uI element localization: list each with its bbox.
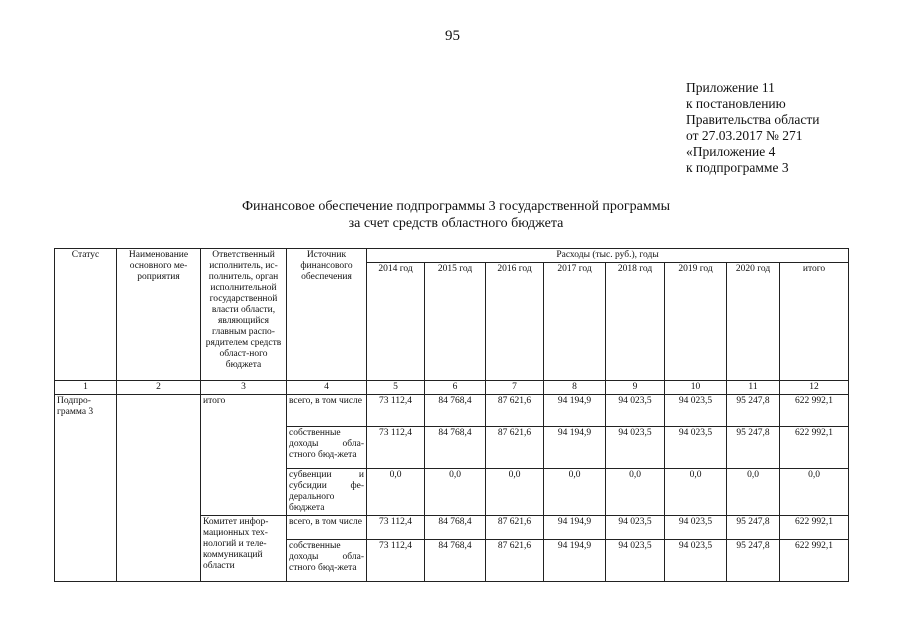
column-number: 1 <box>55 381 117 395</box>
value-cell: 0,0 <box>727 469 780 516</box>
value-cell: 87 621,6 <box>486 427 544 469</box>
value-cell: 94 023,5 <box>606 516 665 540</box>
status-cell: Подпро-грамма 3 <box>55 395 117 582</box>
header-executor: Ответственный исполнитель, ис-полнитель, орган исполнительной государственной власти области, являющийся главным распо-рядителем средств област-ного бюджета <box>201 249 287 381</box>
executor-cell: итого <box>201 395 287 516</box>
header-year: 2018 год <box>606 263 665 381</box>
table-row <box>55 395 849 427</box>
appendix-line: от 27.03.2017 № 271 <box>686 128 803 143</box>
source-cell: собственные доходы обла-стного бюд-жета <box>287 540 367 582</box>
value-cell: 0,0 <box>544 469 606 516</box>
value-cell: 87 621,6 <box>486 540 544 582</box>
appendix-line: Приложение 11 <box>686 80 775 95</box>
appendix-line: к подпрограмме 3 <box>686 160 789 175</box>
value-cell: 622 992,1 <box>780 540 849 582</box>
value-cell: 94 023,5 <box>606 395 665 427</box>
value-cell: 94 023,5 <box>606 427 665 469</box>
value-cell: 73 112,4 <box>367 540 425 582</box>
value-cell: 622 992,1 <box>780 395 849 427</box>
column-number: 11 <box>727 381 780 395</box>
value-cell: 94 023,5 <box>606 540 665 582</box>
value-cell: 87 621,6 <box>486 516 544 540</box>
column-number-row <box>55 381 849 395</box>
value-cell: 94 194,9 <box>544 395 606 427</box>
header-year: 2014 год <box>367 263 425 381</box>
value-cell: 84 768,4 <box>425 427 486 469</box>
header-expenses: Расходы (тыс. руб.), годы <box>367 249 849 263</box>
value-cell: 73 112,4 <box>367 395 425 427</box>
executor-cell: Комитет инфор-мационных тех-нологий и теле-коммуникаций области <box>201 516 287 582</box>
value-cell: 0,0 <box>425 469 486 516</box>
header-status: Статус <box>55 249 117 381</box>
document-title <box>150 198 762 232</box>
column-number: 7 <box>486 381 544 395</box>
column-number: 3 <box>201 381 287 395</box>
value-cell: 94 023,5 <box>665 540 727 582</box>
value-cell: 84 768,4 <box>425 395 486 427</box>
value-cell: 0,0 <box>486 469 544 516</box>
source-cell: всего, в том числе <box>287 395 367 427</box>
measure-cell <box>117 395 201 582</box>
header-year: 2019 год <box>665 263 727 381</box>
title-line: за счет средств областного бюджета <box>348 216 564 231</box>
value-cell: 87 621,6 <box>486 395 544 427</box>
header-measure: Наименование основного ме-роприятия <box>117 249 201 381</box>
value-cell: 94 194,9 <box>544 516 606 540</box>
value-cell: 0,0 <box>367 469 425 516</box>
value-cell: 94 194,9 <box>544 540 606 582</box>
value-cell: 95 247,8 <box>727 395 780 427</box>
column-number: 8 <box>544 381 606 395</box>
header-total: итого <box>780 263 849 381</box>
column-number: 10 <box>665 381 727 395</box>
header-year: 2015 год <box>425 263 486 381</box>
value-cell: 84 768,4 <box>425 516 486 540</box>
title-line: Финансовое обеспечение подпрограммы 3 государственной программы <box>241 199 671 214</box>
column-number: 9 <box>606 381 665 395</box>
value-cell: 622 992,1 <box>780 516 849 540</box>
value-cell: 73 112,4 <box>367 427 425 469</box>
header-year: 2017 год <box>544 263 606 381</box>
header-source: Источник финансового обеспечения <box>287 249 367 381</box>
appendix-line: к постановлению <box>686 96 786 111</box>
appendix-line: Правительства области <box>686 112 820 127</box>
financing-table <box>54 248 849 582</box>
value-cell: 73 112,4 <box>367 516 425 540</box>
appendix-line: «Приложение 4 <box>686 144 776 159</box>
column-number: 5 <box>367 381 425 395</box>
value-cell: 0,0 <box>606 469 665 516</box>
value-cell: 95 247,8 <box>727 540 780 582</box>
value-cell: 94 194,9 <box>544 427 606 469</box>
page-number: 95 <box>445 28 460 44</box>
value-cell: 0,0 <box>665 469 727 516</box>
value-cell: 622 992,1 <box>780 427 849 469</box>
appendix-block <box>686 80 819 176</box>
value-cell: 95 247,8 <box>727 427 780 469</box>
source-cell: собственные доходы обла-стного бюд-жета <box>287 427 367 469</box>
header-year: 2016 год <box>486 263 544 381</box>
value-cell: 0,0 <box>780 469 849 516</box>
header-year: 2020 год <box>727 263 780 381</box>
value-cell: 94 023,5 <box>665 516 727 540</box>
value-cell: 95 247,8 <box>727 516 780 540</box>
source-cell: субвенции и субсидии фе-дерального бюджета <box>287 469 367 516</box>
value-cell: 94 023,5 <box>665 427 727 469</box>
column-number: 6 <box>425 381 486 395</box>
source-cell: всего, в том числе <box>287 516 367 540</box>
column-number: 2 <box>117 381 201 395</box>
value-cell: 84 768,4 <box>425 540 486 582</box>
value-cell: 94 023,5 <box>665 395 727 427</box>
column-number: 12 <box>780 381 849 395</box>
column-number: 4 <box>287 381 367 395</box>
